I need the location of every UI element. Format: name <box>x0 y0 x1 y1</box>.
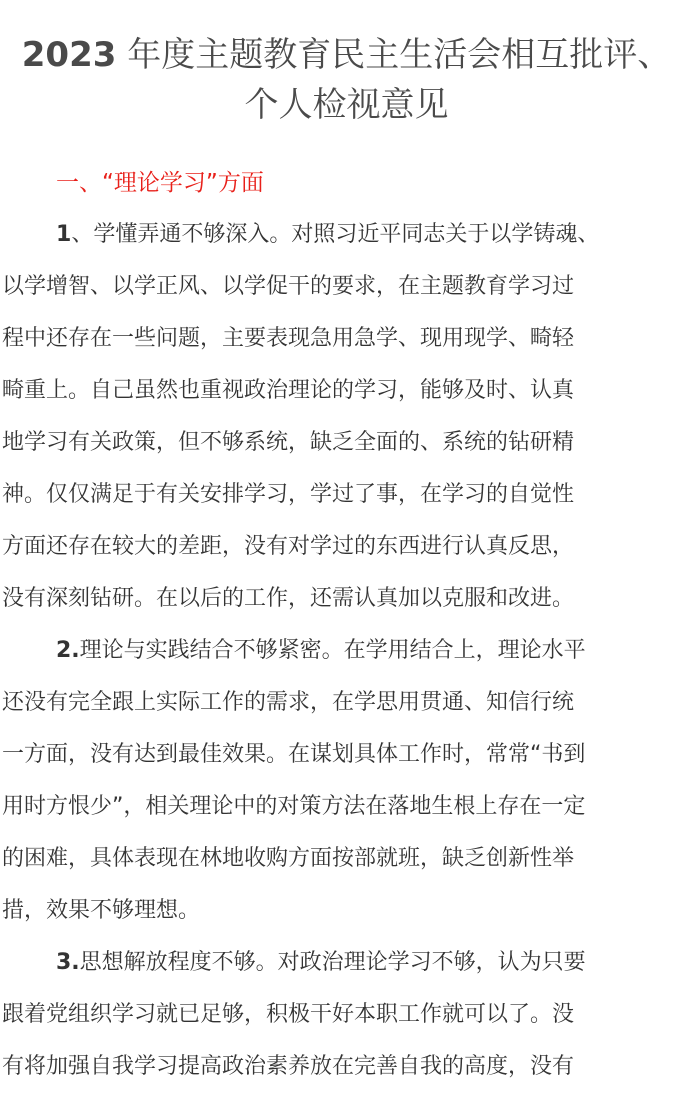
paragraph-line: 没有深刻钻研。在以后的工作，还需认真加以克服和改进。 <box>2 586 575 611</box>
paragraph-text: 、学懂弄通不够深入。对照习近平同志关于以学铸魂、 <box>71 222 600 247</box>
paragraph-line <box>2 209 692 261</box>
paragraph-line: 畸重上。自己虽然也重视政治理论的学习，能够及时、认真 <box>2 378 575 403</box>
paragraph-line: 措，效果不够理想。 <box>2 898 201 923</box>
paragraph-number: 3. <box>56 950 80 975</box>
paragraph-line <box>2 937 692 989</box>
paragraph-line: 跟着党组织学习就已足够，积极干好本职工作就可以了。没 <box>2 1002 575 1027</box>
paragraph-line: 神。仅仅满足于有关安排学习，学过了事，在学习的自觉性 <box>2 482 575 507</box>
paragraph-line: 还没有完全跟上实际工作的需求，在学思用贯通、知信行统 <box>2 690 575 715</box>
paragraph-line: 有将加强自我学习提高政治素养放在完善自我的高度，没有 <box>2 1054 575 1079</box>
paragraph-text: 理论与实践结合不够紧密。在学用结合上，理论水平 <box>79 638 586 663</box>
paragraph-line: 地学习有关政策，但不够系统，缺乏全面的、系统的钻研精 <box>2 430 575 455</box>
paragraph-line: 用时方恨少”，相关理论中的对策方法在落地生根上存在一定 <box>2 794 586 819</box>
paragraph-line <box>2 625 692 677</box>
title-line-1-text: 年度主题教育民主生活会相互批评、 <box>116 35 672 75</box>
paragraph-2 <box>2 625 692 937</box>
paragraph-number: 2. <box>56 638 80 663</box>
section-heading: 一、“理论学习”方面 <box>56 170 264 196</box>
paragraph-3 <box>2 937 692 1093</box>
document-title <box>0 30 693 130</box>
paragraph-text: 思想解放程度不够。对政治理论学习不够，认为只要 <box>79 950 586 975</box>
title-line-2: 个人检视意见 <box>244 85 449 125</box>
title-line-1 <box>0 30 693 80</box>
paragraph-line: 方面还存在较大的差距，没有对学过的东西进行认真反思， <box>2 534 575 559</box>
title-year: 2023 <box>21 35 117 75</box>
paragraph-1 <box>2 209 692 625</box>
paragraph-line: 一方面，没有达到最佳效果。在谋划具体工作时，常常“书到 <box>2 742 586 767</box>
paragraph-line: 的困难，具体表现在林地收购方面按部就班，缺乏创新性举 <box>2 846 575 871</box>
paragraph-number: 1 <box>56 222 72 247</box>
paragraph-line: 程中还存在一些问题，主要表现急用急学、现用现学、畸轻 <box>2 326 575 351</box>
paragraph-line: 以学增智、以学正风、以学促干的要求，在主题教育学习过 <box>2 274 575 299</box>
